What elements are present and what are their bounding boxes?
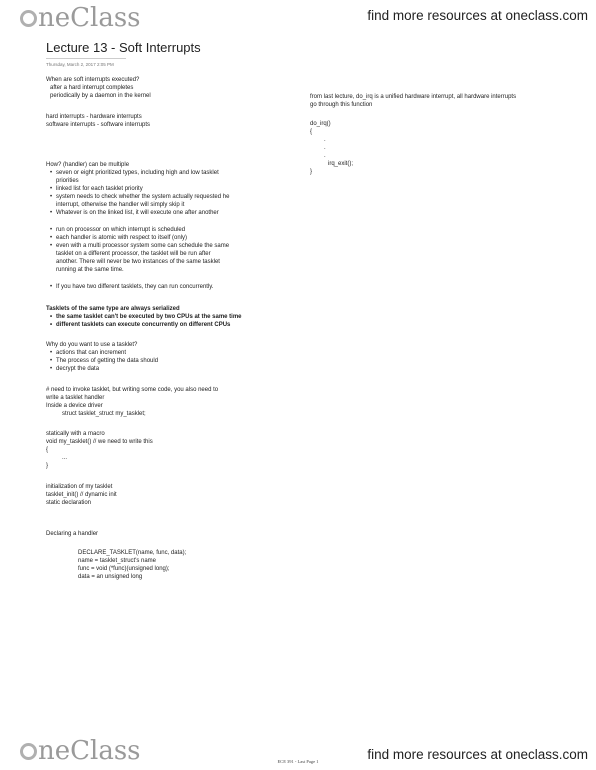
note-line: Why do you want to use a tasklet?	[46, 342, 138, 348]
code-line: .	[324, 153, 326, 159]
note-line: Tasklets of the same type are always serialized	[46, 306, 180, 312]
code-line: irq_exit();	[328, 161, 354, 167]
note-line: tasklet_init() // dynamic init	[46, 492, 117, 498]
note-line: • The process of getting the data should	[56, 357, 158, 365]
note-line: priorities	[56, 178, 79, 184]
note-line: initialization of my tasklet	[46, 484, 113, 490]
note-line: • seven or eight prioritized types, including high and low tasklet	[56, 169, 219, 177]
note-line: name = tasklet_struct's name	[78, 558, 157, 564]
note-line: • the same tasklet can't be executed by two CPUs at the same time	[56, 313, 242, 321]
note-line: Inside a device driver	[46, 403, 103, 409]
note-line: func = void (*func)(unsigned long);	[78, 566, 170, 572]
note-line: DECLARE_TASKLET(name, func, data);	[78, 550, 187, 556]
note-line: data = an unsigned long	[78, 574, 143, 580]
logo-ring-icon	[20, 10, 37, 27]
note-line: • each handler is atomic with respect to itself (only)	[56, 234, 187, 242]
note-line: • Whatever is on the linked list, it will execute one after another	[56, 209, 219, 217]
note-line: Declaring a handler	[46, 531, 99, 537]
note-line: {	[46, 447, 49, 453]
code-line: do_irq()	[310, 121, 331, 127]
code-line: from last lecture, do_irq is a unified hardware interrupt, all hardware interrupts	[310, 94, 517, 100]
note-line: tasklet on a different processor, the tasklet will be run after	[56, 251, 211, 257]
note-line: • actions that can increment	[56, 349, 126, 357]
note-line: write a tasklet handler	[46, 395, 105, 401]
note-line: running at the same time.	[56, 267, 124, 273]
note-line: struct tasklet_struct my_tasklet;	[62, 411, 146, 417]
note-line: • decrypt the data	[56, 365, 99, 373]
page-title: Lecture 13 - Soft Interrupts	[46, 40, 201, 55]
note-line: # need to invoke tasklet, but writing some code, you also need to	[46, 387, 219, 393]
title-divider	[46, 58, 126, 59]
page-footer: ECE 391 - Last Page 1	[277, 759, 319, 764]
note-line: • even with a multi processor system some can schedule the same	[56, 242, 229, 250]
note-line: • system needs to check whether the system actually requested he	[56, 193, 229, 201]
note-line: software interrupts - software interrupts	[46, 122, 151, 128]
header-tagline[interactable]: find more resources at oneclass.com	[367, 8, 588, 23]
code-line: {	[310, 129, 313, 135]
note-line: • If you have two different tasklets, they can run concurrently.	[56, 283, 214, 291]
oneclass-logo: neClass	[20, 5, 141, 31]
note-line: • run on processor on which interrupt is scheduled	[56, 226, 185, 234]
note-line: When are soft interrupts executed?	[46, 77, 140, 83]
oneclass-logo-footer: neClass	[20, 738, 141, 764]
note-line: • linked list for each tasklet priority	[56, 185, 143, 193]
footer-tagline[interactable]: find more resources at oneclass.com	[367, 747, 588, 762]
note-line: statically with a macro	[46, 431, 105, 437]
note-line: • different tasklets can execute concurrently on different CPUs	[56, 321, 230, 329]
note-line: static declaration	[46, 500, 92, 506]
note-line: ...	[62, 455, 68, 461]
logo-ring-icon	[20, 743, 37, 760]
note-line: after a hard interrupt completes	[50, 85, 134, 91]
code-line: }	[310, 169, 313, 175]
note-line: How? (handler) can be multiple	[46, 162, 130, 168]
note-line: }	[46, 463, 49, 469]
note-line: hard interrupts - hardware interrupts	[46, 114, 142, 120]
code-line: .	[324, 137, 326, 143]
note-line: interrupt, otherwise the handler will simply skip it	[56, 202, 185, 208]
code-line: .	[324, 145, 326, 151]
note-date: Thursday, March 2, 2017 2:05 PM	[46, 62, 114, 67]
note-line: void my_tasklet() // we need to write this	[46, 439, 153, 445]
note-line: periodically by a daemon in the kernel	[50, 93, 151, 99]
note-line: another. There will never be two instances of the same tasklet	[56, 259, 220, 265]
code-line: go through this function	[310, 102, 373, 108]
